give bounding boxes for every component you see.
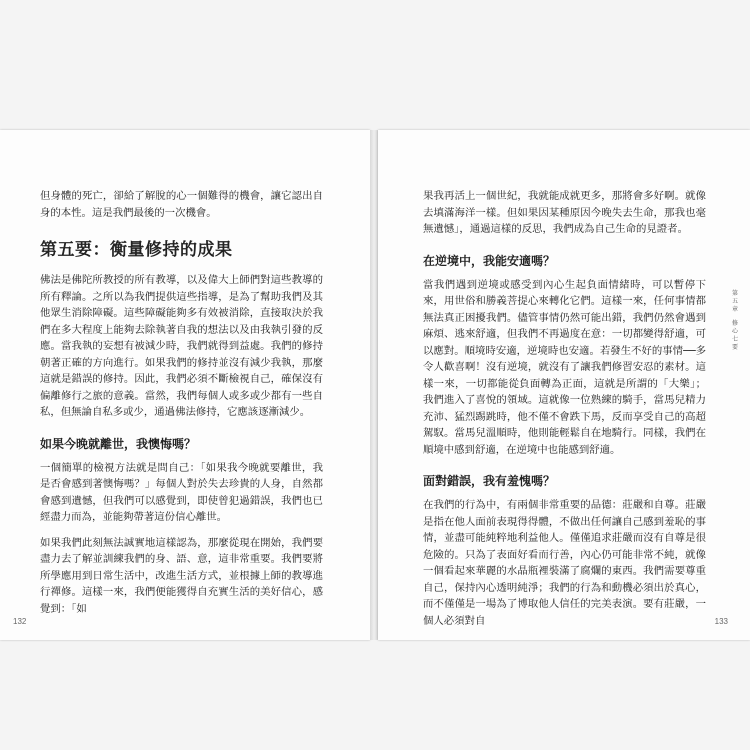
right-page-number: 133 (714, 617, 728, 626)
book-gutter (370, 130, 378, 640)
left-paragraph-3: 一個簡單的檢視方法就是問自己：「如果我今晚就要離世，我是否會感到著懊悔嗎？」每個人對於失去珍貴的人身，自然都會感到遺憾，但我們可以感覺到，即使曾犯過錯誤，我們也已經盡力而為，並能夠帶著這份信心離世。 (40, 461, 323, 523)
left-paragraph-2: 佛法是佛陀所教授的所有教導，以及偉大上師們對這些教導的所有釋論。之所以為我們提供這些指導，是為了幫助我們及其他眾生消除障礙。這些障礙能夠多有效被消除，直接取決於我們在多大程度上能夠去除執著自我的想法以及由我執引發的反應。當我執的妄想有被減少時，我們就得到益處。我們的修持朝著正確的方向進行。如果我們的修持並沒有減少我執，那麼這就是錯誤的修持。因此，我們必須不斷檢視自己，確保沒有偏離修行之旅的意義。當然，我們每個人或多或少都有一些自私，但無論自私多或少，通過佛法修持，它應該逐漸減少。 (40, 274, 323, 418)
right-paragraph-2: 當我們遇到逆境或感受到內心生起負面情緒時，可以暫停下來，用世俗和勝義菩提心來轉化它們。這樣一來，任何事情都無法真正困擾我們。儘管事情仍然可能出錯，我們仍然會遇到麻煩、逃來舒適，但我們不再過度在意：一切都變得舒適，可以應對。順境時安適，逆境時也安適。若發生不好的事情──多令人歡喜啊！沒有逆境，就沒有了讓我們修習安忍的素材。這樣一來，一切都能從負面轉為正面，這就是所謂的「大樂」；我們進入了喜悅的領域。這就像一位熟練的騎手，當馬兒精力充沛、猛烈踢跳時，他不僅不會跌下馬，反而享受自己的高超駕馭。當馬兒溫順時，他則能輕鬆自在地騎行。同樣，我們在順境中感到舒適，在逆境中也能感到舒適。 (423, 278, 706, 456)
running-head-title: 修心七要 (731, 320, 738, 351)
right-paragraph-3: 在我們的行為中，有兩個非常重要的品德：莊嚴和自尊。莊嚴是指在他人面前表現得得體，不做出任何讓自己感到羞恥的事情，並盡可能純粹地利益他人。僅僅追求莊嚴而沒有自尊是很危險的。只為了表面好看而行善，內心仍可能非常不純，就像一個看起來華麗的水晶瓶裡裝滿了腐爛的東西。我們需要尊重自己，保持內心透明純淨；我們的行為和動機必須出於真心，而不僅僅是一場為了博取他人信任的完美表演。要有莊嚴，一個人必須對自 (423, 499, 706, 627)
subheading-adversity: 在逆境中，我能安適嗎？ (423, 253, 556, 268)
left-page-number: 132 (13, 617, 27, 626)
section-heading: 第五要：衡量修持的成果 (40, 240, 233, 260)
right-page-content (423, 188, 706, 638)
left-page-content (40, 188, 323, 626)
left-paragraph-1: 但身體的死亡，卻給了解脫的心一個難得的機會，讓它認出自身的本性。這是我們最後的一次機會。 (40, 190, 323, 219)
running-head-chapter: 第五章 (731, 290, 738, 313)
left-page (0, 130, 370, 640)
subheading-regret: 如果今晚就離世，我懊悔嗎？ (40, 436, 197, 451)
left-paragraph-4: 如果我們此刻無法誠實地這樣認為，那麼從現在開始，我們要盡力去了解並訓練我們的身、語、意，這非常重要。我們要將所學應用到日常生活中，改進生活方式，並根據上師的教導進行禪修。這樣一來，我們便能獲得自充實生活的美好信心，感覺到：「如 (40, 536, 323, 615)
right-paragraph-1: 果我再活上一個世紀，我就能成就更多，那將會多好啊。就像去填滿海洋一樣。但如果因某種原因今晚失去生命，那我也毫無遺憾」，通過這樣的反思，我們成為自己生命的見證者。 (423, 190, 706, 235)
right-page (378, 130, 750, 640)
subheading-shame: 面對錯誤，我有羞愧嗎？ (423, 474, 556, 488)
running-head (730, 290, 740, 352)
book-spread (0, 130, 750, 640)
